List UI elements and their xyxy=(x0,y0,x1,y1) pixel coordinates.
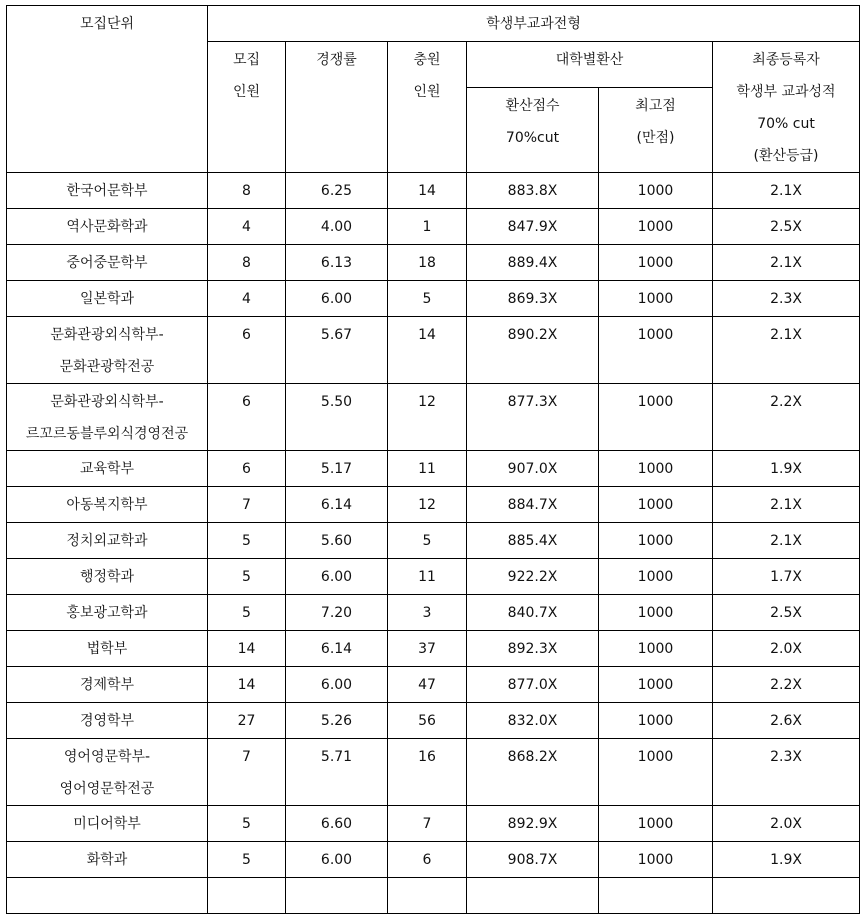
cell-extra: 11 xyxy=(388,451,467,487)
cell-grade: 2.1X xyxy=(713,245,860,281)
cell-extra: 3 xyxy=(388,595,467,631)
cell-grade: 2.3X xyxy=(713,281,860,317)
table-row xyxy=(7,487,860,523)
cell-recruit: 6 xyxy=(208,384,286,451)
cell-grade: 2.1X xyxy=(713,173,860,209)
cell-recruit: 5 xyxy=(208,806,286,842)
cell-extra: 5 xyxy=(388,523,467,559)
cell-score: 847.9X xyxy=(467,209,599,245)
cell-rate: 6.13 xyxy=(286,245,388,281)
cell-empty xyxy=(286,878,388,914)
cell-unit: 경영학부 xyxy=(7,703,208,739)
cell-unit: 아동복지학부 xyxy=(7,487,208,523)
header-max: 최고점 (만점) xyxy=(599,88,713,173)
cell-score: 889.4X xyxy=(467,245,599,281)
cell-max: 1000 xyxy=(599,739,713,806)
header-conv-group: 대학별환산 xyxy=(467,42,713,88)
table-row xyxy=(7,559,860,595)
cell-unit: 문화관광외식학부- 르꼬르동블루외식경영전공 xyxy=(7,384,208,451)
cell-grade: 2.6X xyxy=(713,703,860,739)
cell-recruit: 14 xyxy=(208,667,286,703)
cell-score: 869.3X xyxy=(467,281,599,317)
cell-extra: 1 xyxy=(388,209,467,245)
cell-empty xyxy=(599,878,713,914)
cell-unit: 법학부 xyxy=(7,631,208,667)
cell-score: 908.7X xyxy=(467,842,599,878)
cell-grade: 2.2X xyxy=(713,667,860,703)
table-row xyxy=(7,806,860,842)
cell-rate: 5.60 xyxy=(286,523,388,559)
header-group: 학생부교과전형 xyxy=(208,6,860,42)
table-row xyxy=(7,245,860,281)
cell-extra: 6 xyxy=(388,842,467,878)
cell-grade: 2.1X xyxy=(713,523,860,559)
cell-unit: 한국어문학부 xyxy=(7,173,208,209)
cell-recruit: 6 xyxy=(208,451,286,487)
cell-max: 1000 xyxy=(599,631,713,667)
cell-max: 1000 xyxy=(599,703,713,739)
cell-extra: 11 xyxy=(388,559,467,595)
cell-max: 1000 xyxy=(599,842,713,878)
cell-score: 890.2X xyxy=(467,317,599,384)
cell-rate: 6.60 xyxy=(286,806,388,842)
cell-score: 840.7X xyxy=(467,595,599,631)
cell-score: 883.8X xyxy=(467,173,599,209)
cell-max: 1000 xyxy=(599,317,713,384)
cell-grade: 2.2X xyxy=(713,384,860,451)
cell-recruit: 27 xyxy=(208,703,286,739)
table-row xyxy=(7,667,860,703)
cell-max: 1000 xyxy=(599,523,713,559)
cell-rate: 6.14 xyxy=(286,631,388,667)
cell-score: 892.3X xyxy=(467,631,599,667)
cell-grade: 2.1X xyxy=(713,487,860,523)
cell-extra: 47 xyxy=(388,667,467,703)
cell-grade: 1.9X xyxy=(713,842,860,878)
cell-recruit: 5 xyxy=(208,523,286,559)
cell-empty xyxy=(7,878,208,914)
cell-extra: 56 xyxy=(388,703,467,739)
cell-unit: 화학과 xyxy=(7,842,208,878)
cell-score: 868.2X xyxy=(467,739,599,806)
cell-recruit: 8 xyxy=(208,173,286,209)
cell-rate: 5.50 xyxy=(286,384,388,451)
cell-score: 884.7X xyxy=(467,487,599,523)
cell-rate: 7.20 xyxy=(286,595,388,631)
cell-rate: 6.00 xyxy=(286,842,388,878)
cell-max: 1000 xyxy=(599,209,713,245)
cell-grade: 2.5X xyxy=(713,595,860,631)
cell-rate: 6.00 xyxy=(286,559,388,595)
admission-table xyxy=(6,5,860,914)
cell-rate: 5.26 xyxy=(286,703,388,739)
cell-grade: 2.5X xyxy=(713,209,860,245)
cell-score: 885.4X xyxy=(467,523,599,559)
cell-rate: 6.00 xyxy=(286,667,388,703)
cell-unit: 중어중문학부 xyxy=(7,245,208,281)
cell-grade: 2.1X xyxy=(713,317,860,384)
cell-extra: 14 xyxy=(388,173,467,209)
cell-score: 877.0X xyxy=(467,667,599,703)
header-extra: 충원 인원 xyxy=(388,42,467,173)
table-row xyxy=(7,523,860,559)
cell-extra: 12 xyxy=(388,384,467,451)
cell-score: 892.9X xyxy=(467,806,599,842)
cell-empty xyxy=(388,878,467,914)
cell-extra: 37 xyxy=(388,631,467,667)
cell-recruit: 5 xyxy=(208,559,286,595)
cell-max: 1000 xyxy=(599,451,713,487)
table-row xyxy=(7,703,860,739)
cell-unit: 정치외교학과 xyxy=(7,523,208,559)
cell-empty xyxy=(467,878,599,914)
cell-grade: 1.9X xyxy=(713,451,860,487)
cell-unit: 교육학부 xyxy=(7,451,208,487)
cell-extra: 16 xyxy=(388,739,467,806)
cell-rate: 4.00 xyxy=(286,209,388,245)
header-score: 환산점수 70%cut xyxy=(467,88,599,173)
cell-max: 1000 xyxy=(599,559,713,595)
cell-recruit: 5 xyxy=(208,842,286,878)
table-row xyxy=(7,281,860,317)
cell-unit: 일본학과 xyxy=(7,281,208,317)
table-row xyxy=(7,173,860,209)
cell-score: 907.0X xyxy=(467,451,599,487)
table-row xyxy=(7,384,860,451)
cell-recruit: 8 xyxy=(208,245,286,281)
table-row xyxy=(7,209,860,245)
cell-recruit: 4 xyxy=(208,209,286,245)
cell-recruit: 7 xyxy=(208,739,286,806)
header-unit: 모집단위 xyxy=(7,6,208,173)
header-final: 최종등록자 학생부 교과성적 70% cut (환산등급) xyxy=(713,42,860,173)
cell-max: 1000 xyxy=(599,173,713,209)
cell-recruit: 7 xyxy=(208,487,286,523)
cell-unit: 역사문화학과 xyxy=(7,209,208,245)
cell-rate: 5.67 xyxy=(286,317,388,384)
cell-recruit: 14 xyxy=(208,631,286,667)
table-row xyxy=(7,317,860,384)
cell-max: 1000 xyxy=(599,384,713,451)
cell-unit: 홍보광고학과 xyxy=(7,595,208,631)
cell-rate: 5.17 xyxy=(286,451,388,487)
table-row xyxy=(7,451,860,487)
cell-extra: 14 xyxy=(388,317,467,384)
cell-extra: 18 xyxy=(388,245,467,281)
cell-unit: 미디어학부 xyxy=(7,806,208,842)
cell-rate: 6.14 xyxy=(286,487,388,523)
cell-score: 922.2X xyxy=(467,559,599,595)
table-body xyxy=(7,173,860,914)
cell-score: 832.0X xyxy=(467,703,599,739)
cell-extra: 7 xyxy=(388,806,467,842)
table-row xyxy=(7,631,860,667)
cell-empty xyxy=(713,878,860,914)
header-recruit: 모집 인원 xyxy=(208,42,286,173)
table-row xyxy=(7,842,860,878)
cell-empty xyxy=(208,878,286,914)
table-row xyxy=(7,739,860,806)
cell-extra: 12 xyxy=(388,487,467,523)
cell-max: 1000 xyxy=(599,667,713,703)
cell-unit: 행정학과 xyxy=(7,559,208,595)
cell-extra: 5 xyxy=(388,281,467,317)
cell-grade: 1.7X xyxy=(713,559,860,595)
cell-max: 1000 xyxy=(599,245,713,281)
cell-grade: 2.0X xyxy=(713,806,860,842)
cell-grade: 2.3X xyxy=(713,739,860,806)
cell-recruit: 5 xyxy=(208,595,286,631)
cell-recruit: 4 xyxy=(208,281,286,317)
cell-rate: 6.00 xyxy=(286,281,388,317)
cell-score: 877.3X xyxy=(467,384,599,451)
cell-rate: 6.25 xyxy=(286,173,388,209)
cell-max: 1000 xyxy=(599,487,713,523)
cell-max: 1000 xyxy=(599,595,713,631)
table-row xyxy=(7,595,860,631)
header-rate: 경쟁률 xyxy=(286,42,388,173)
cell-max: 1000 xyxy=(599,281,713,317)
cell-rate: 5.71 xyxy=(286,739,388,806)
cell-grade: 2.0X xyxy=(713,631,860,667)
cell-recruit: 6 xyxy=(208,317,286,384)
cell-unit: 경제학부 xyxy=(7,667,208,703)
cell-max: 1000 xyxy=(599,806,713,842)
cell-unit: 문화관광외식학부- 문화관광학전공 xyxy=(7,317,208,384)
table-row-partial xyxy=(7,878,860,914)
cell-unit: 영어영문학부- 영어영문학전공 xyxy=(7,739,208,806)
